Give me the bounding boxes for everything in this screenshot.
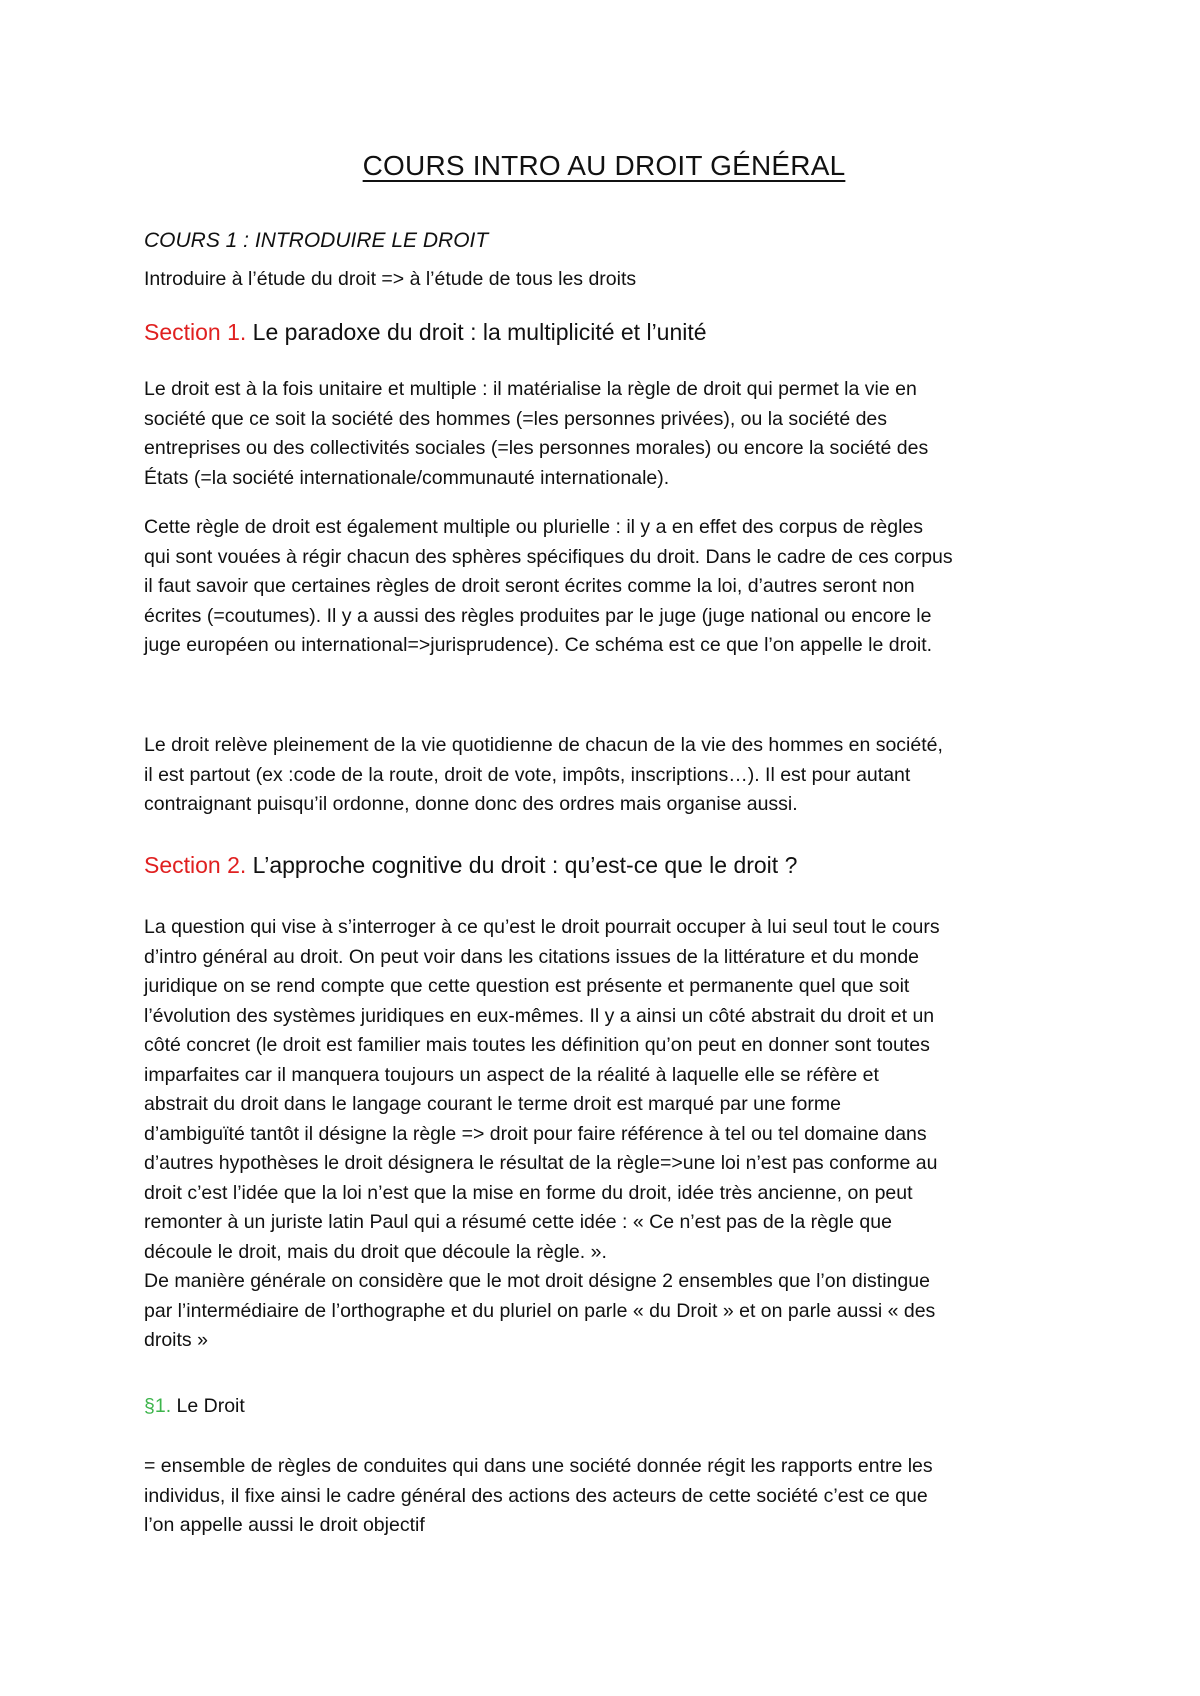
text-line: par l’intermédiaire de l’orthographe et du pluriel on parle « du Droit » et on parle aussi « des [144,1299,936,1322]
text-line: écrites (=coutumes). Il y a aussi des règles produites par le juge (juge national ou encore le [144,604,932,627]
section-1-paragraph-2 [144,513,1064,661]
paragraph-1-heading [144,1392,245,1422]
section-2-label: Section 2. [144,852,247,878]
text-line: abstrait du droit dans le langage courant le terme droit est marqué par une forme [144,1093,841,1115]
section-1-paragraph-3 [144,731,1064,820]
paragraph-1-body [144,1452,1064,1541]
section-1-paragraph-1 [144,375,1064,493]
text-line: Cette règle de droit est également multiple ou plurielle : il y a en effet des corpus de règles [144,516,924,538]
text-line: individus, il fixe ainsi le cadre général des actions des acteurs de cette société c’est ce que [144,1484,928,1507]
section-1-title: Le paradoxe du droit : la multiplicité et l’unité [246,319,707,345]
text-line: droits » [144,1329,208,1351]
text-line: d’autres hypothèses le droit désignera le résultat de la règle=>une loi n’est pas conforme au [144,1152,938,1174]
text-line: découle le droit, mais du droit que découle la règle. ». [144,1240,607,1263]
text-line: juge européen ou international=>jurisprudence). Ce schéma est ce que l’on appelle le droit. [144,634,933,656]
text-line: Le droit est à la fois unitaire et multiple : il matérialise la règle de droit qui permet la vie en [144,378,917,400]
text-line: De manière générale on considère que le mot droit désigne 2 ensembles que l’on distingue [144,1270,930,1292]
paragraph-1-title: Le Droit [171,1395,245,1417]
section-2-title: L’approche cognitive du droit : qu’est-ce que le droit ? [246,852,798,878]
text-line: l’évolution des systèmes juridiques en eux-mêmes. Il y a ainsi un côté abstrait du droit et un [144,1004,935,1027]
paragraph-1-label: §1. [144,1395,172,1417]
text-line: droit c’est l’idée que la loi n’est que la mise en forme du droit, idée très ancienne, on peut [144,1181,913,1204]
text-line: qui sont vouées à régir chacun des sphères spécifiques du droit. Dans le cadre de ces corpus [144,545,953,568]
text-line: société que ce soit la société des hommes (=les personnes privées), ou la société des [144,407,888,430]
text-line: contraignant puisqu’il ordonne, donne donc des ordres mais organise aussi. [144,793,798,815]
document-title: COURS INTRO AU DROIT GÉNÉRAL [362,150,846,181]
text-line: d’intro général au droit. On peut voir dans les citations issues de la littérature et du monde [144,945,920,968]
text-line: = ensemble de règles de conduites qui dans une société donnée régit les rapports entre les [144,1455,933,1477]
section-1-heading [144,319,707,346]
text-line: juridique on se rend compte que cette question est présente et permanente quel que soit [144,975,910,997]
text-line: côté concret (le droit est familier mais toutes les définition qu’on peut en donner sont toutes [144,1034,930,1056]
section-1-label: Section 1. [144,319,247,345]
text-line: il est partout (ex :code de la route, droit de vote, impôts, inscriptions…). Il est pour autant [144,763,911,786]
text-line: d’ambiguïté tantôt il désigne la règle => droit pour faire référence à tel ou tel domaine dans [144,1122,927,1145]
text-line: imparfaites car il manquera toujours un aspect de la réalité à laquelle elle se réfère et [144,1063,879,1086]
text-line: remonter à un juriste latin Paul qui a résumé cette idée : « Ce n’est pas de la règle que [144,1211,892,1233]
text-line: il faut savoir que certaines règles de droit seront écrites comme la loi, d’autres seront non [144,575,915,597]
course-heading: COURS 1 : INTRODUIRE LE DROIT [144,229,489,252]
section-2-paragraph-1 [144,913,1064,1356]
intro-line: Introduire à l’étude du droit => à l’étude de tous les droits [144,268,637,290]
text-line: La question qui vise à s’interroger à ce qu’est le droit pourrait occuper à lui seul tout le cours [144,916,940,938]
text-line: l’on appelle aussi le droit objectif [144,1514,425,1536]
text-line: Le droit relève pleinement de la vie quotidienne de chacun de la vie des hommes en société, [144,734,943,756]
text-line: États (=la société internationale/communauté internationale). [144,466,670,489]
section-2-heading [144,852,797,879]
text-line: entreprises ou des collectivités sociales (=les personnes morales) ou encore la société des [144,437,929,459]
